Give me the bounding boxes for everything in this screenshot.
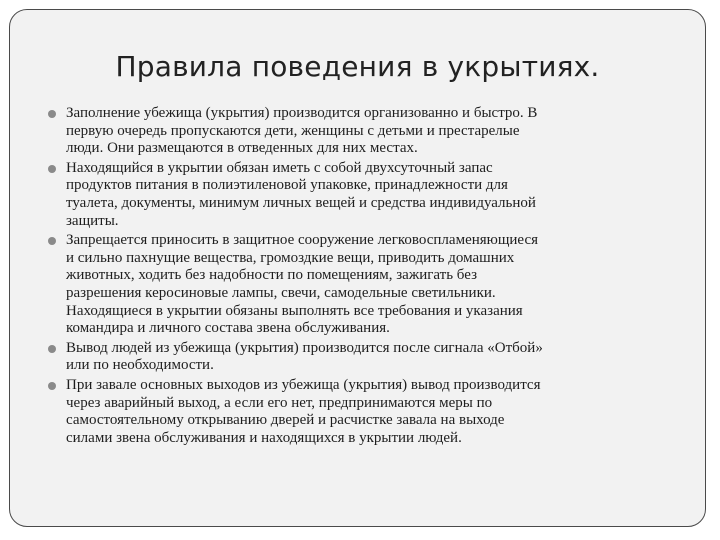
bullet-line: Вывод людей из убежища (укрытия) производится после сигнала «Отбой» bbox=[66, 339, 543, 356]
bullet-item bbox=[48, 340, 688, 375]
bullet-line: Находящиеся в укрытии обязаны выполнять все требования и указания bbox=[66, 302, 523, 319]
bullet-line: туалета, документы, минимум личных вещей и средства индивидуальной bbox=[66, 194, 536, 211]
bullet-line: командира и личного состава звена обслуживания. bbox=[66, 320, 390, 337]
bullet-line: Находящийся в укрытии обязан иметь с собой двухсуточный запас bbox=[66, 159, 493, 176]
bullet-line: Заполнение убежища (укрытия) производится организованно и быстро. В bbox=[66, 105, 538, 121]
bullet-list bbox=[48, 105, 688, 449]
bullet-line: через аварийный выход, а если его нет, предпринимаются меры по bbox=[66, 394, 493, 411]
bullet-line: Запрещается приносить в защитное сооружение легковоспламеняющиеся bbox=[66, 232, 539, 249]
bullet-dot-icon bbox=[48, 382, 56, 390]
bullet-line: При завале основных выходов из убежища (укрытия) вывод производится bbox=[66, 376, 541, 393]
bullet-item bbox=[48, 105, 688, 158]
bullet-dot-icon bbox=[48, 110, 56, 118]
bullet-item bbox=[48, 232, 688, 338]
bullet-line: продуктов питания в полиэтиленовой упаковке, принадлежности для bbox=[66, 177, 508, 194]
bullet-line: или по необходимости. bbox=[66, 357, 214, 374]
bullet-line: первую очередь пропускаются дети, женщины с детьми и престарелые bbox=[66, 122, 520, 139]
bullet-line: разрешения керосиновые лампы, свечи, самодельные светильники. bbox=[66, 284, 496, 301]
bullet-line: силами звена обслуживания и находящихся в укрытии людей. bbox=[66, 429, 462, 446]
bullet-line: люди. Они размещаются в отведенных для них местах. bbox=[66, 140, 418, 157]
bullet-line: и сильно пахнущие вещества, громоздкие вещи, приводить домашних bbox=[66, 249, 515, 266]
slide bbox=[9, 9, 706, 527]
bullet-item bbox=[48, 377, 688, 447]
bullet-dot-icon bbox=[48, 237, 56, 245]
bullet-line: защиты. bbox=[66, 212, 119, 229]
bullet-line: животных, ходить без надобности по помещениям, зажигать без bbox=[66, 267, 477, 284]
bullet-dot-icon bbox=[48, 165, 56, 173]
bullet-dot-icon bbox=[48, 345, 56, 353]
slide-title: Правила поведения в укрытиях. bbox=[115, 50, 600, 83]
bullet-item bbox=[48, 160, 688, 230]
bullet-line: самостоятельному открыванию дверей и расчистке завала на выходе bbox=[66, 412, 505, 429]
